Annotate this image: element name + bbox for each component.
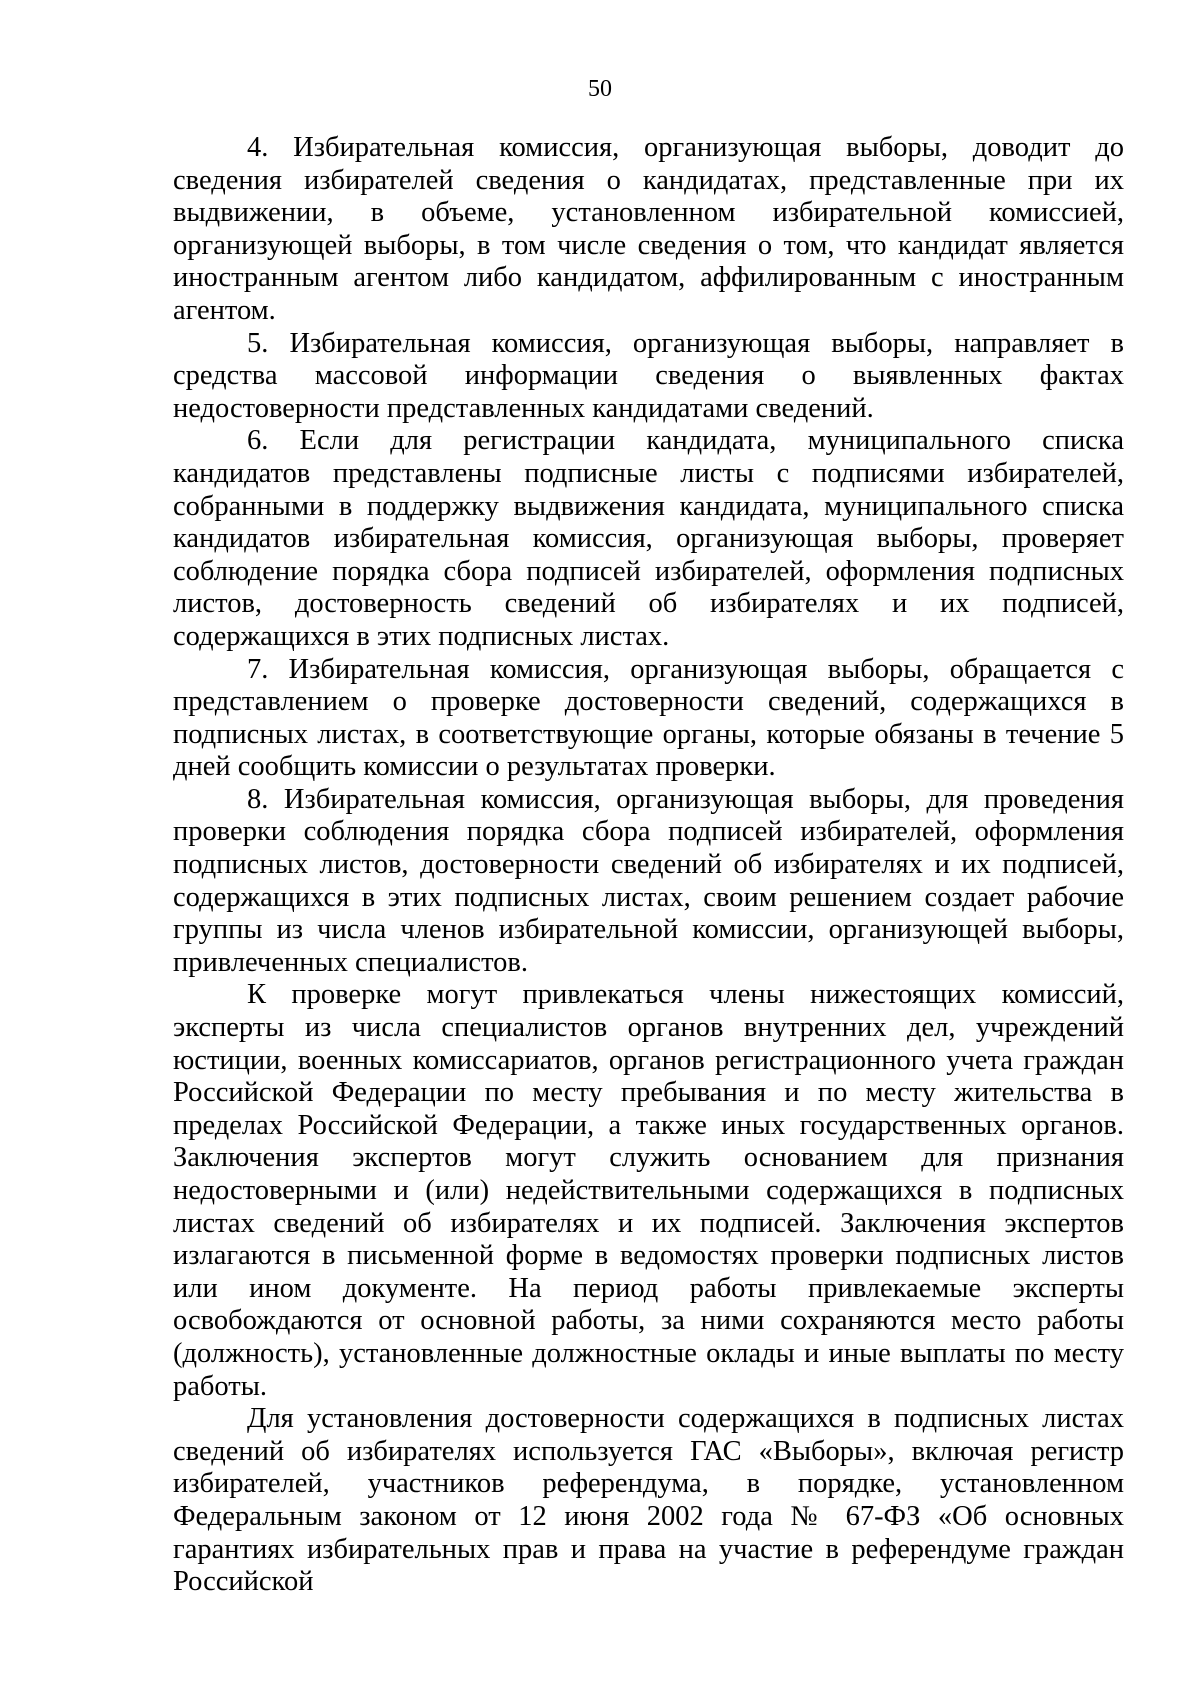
paragraph-item-7: 7. Избирательная комиссия, организующая выборы, обращается с представлением о проверке достоверности сведений, содержащихся в подписных листах, в соответствующие органы, которые обязаны в течение 5 дней сообщить комиссии о результатах проверки.	[173, 653, 1124, 783]
paragraph-item-6: 6. Если для регистрации кандидата, муниципального списка кандидатов представлены подписные листы с подписями избирателей, собранными в поддержку выдвижения кандидата, муниципального списка кандидатов избирательная комиссия, организующая выборы, проверяет соблюдение порядка сбора подписей избирателей, оформления подписных листов, достоверность сведений об избирателях и их подписей, содержащихся в этих подписных листах.	[173, 425, 1124, 652]
paragraph-experts: К проверке могут привлекаться члены нижестоящих комиссий, эксперты из числа специалистов органов внутренних дел, учреждений юстиции, военных комиссариатов, органов регистрационного учета граждан Российской Федерации по месту пребывания и по месту жительства в пределах Российской Федерации, а также иных государственных органов. Заключения экспертов могут служить основанием для признания недостоверными и (или) недействительными содержащихся в подписных листах сведений об избирателях и их подписей. Заключения экспертов излагаются в письменной форме в ведомостях проверки подписных листов или ином документе. На период работы привлекаемые эксперты освобождаются от основной работы, за ними сохраняются место работы (должность), установленные должностные оклады и иные выплаты по месту работы.	[173, 979, 1124, 1402]
document-body	[173, 132, 1124, 1599]
page-number: 50	[588, 76, 612, 102]
paragraph-item-5: 5. Избирательная комиссия, организующая выборы, направляет в средства массовой информации сведения о выявленных фактах недостоверности представленных кандидатами сведений.	[173, 327, 1124, 424]
paragraph-item-8: 8. Избирательная комиссия, организующая выборы, для проведения проверки соблюдения порядка сбора подписей избирателей, оформления подписных листов, достоверности сведений об избирателях и их подписей, содержащихся в этих подписных листах, своим решением создает рабочие группы из числа членов избирательной комиссии, организующей выборы, привлеченных специалистов.	[173, 783, 1124, 978]
paragraph-item-4: 4. Избирательная комиссия, организующая выборы, доводит до сведения избирателей сведения о кандидатах, представленные при их выдвижении, в объеме, установленном избирательной комиссией, организующей выборы, в том числе сведения о том, что кандидат является иностранным агентом либо кандидатом, аффилированным с иностранным агентом.	[173, 132, 1124, 326]
paragraph-gas-vybory: Для установления достоверности содержащихся в подписных листах сведений об избирателях используется ГАС «Выборы», включая регистр избирателей, участников референдума, в порядке, установленном Федеральным законом от 12 июня 2002 года № 67-ФЗ «Об основных гарантиях избирательных прав и права на участие в референдуме граждан Российской	[173, 1403, 1124, 1598]
